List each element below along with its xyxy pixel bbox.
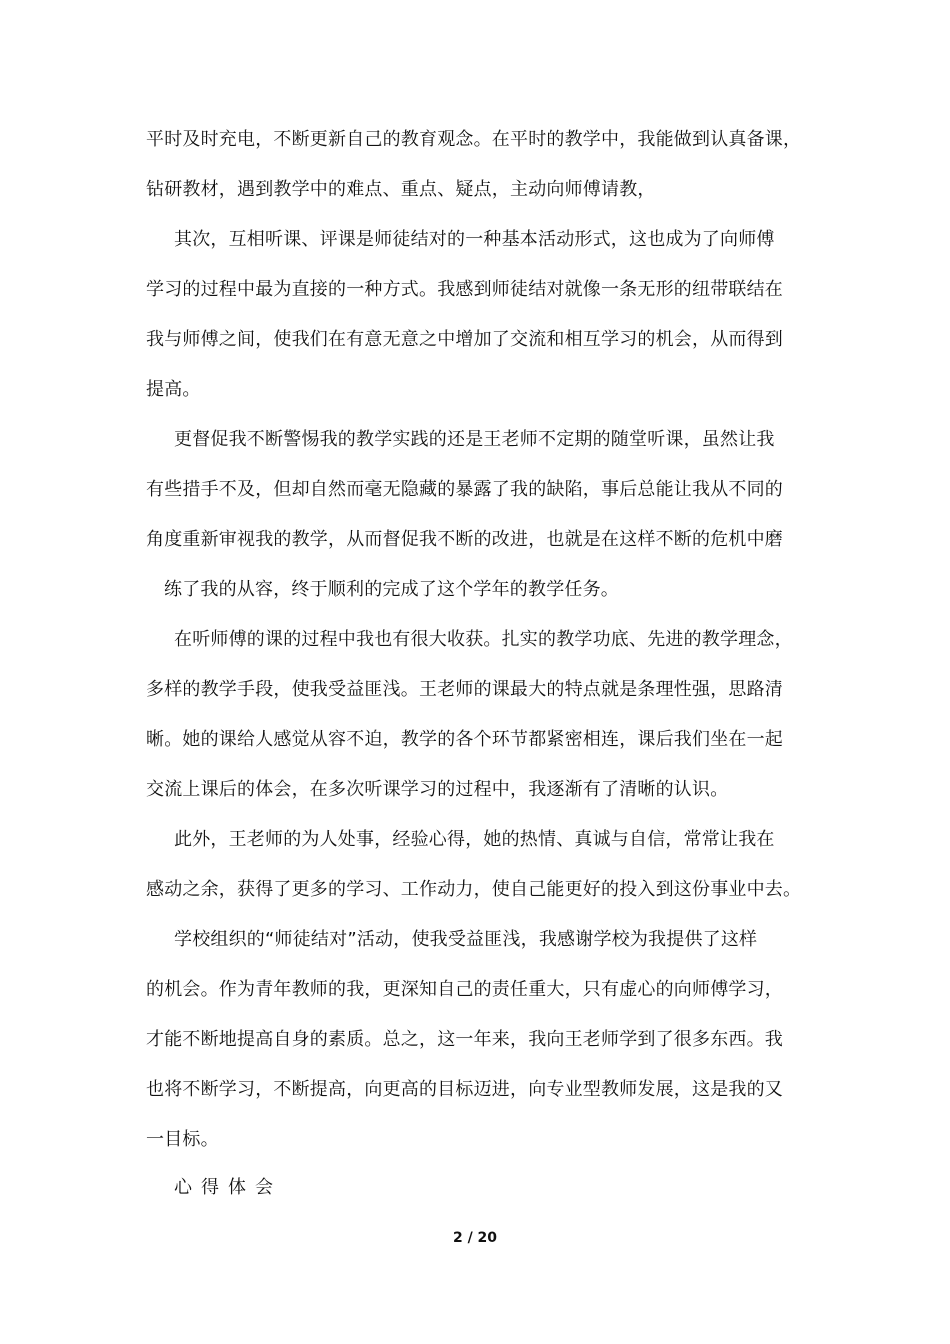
text-line: 交流上课后的体会，在多次听课学习的过程中，我逐渐有了清晰的认识。 <box>146 779 729 800</box>
text-line: 感动之余，获得了更多的学习、工作动力，使自己能更好的投入到这份事业中去。 <box>146 879 802 900</box>
text-line: 更督促我不断警惕我的教学实践的还是王老师不定期的随堂听课，虽然让我 <box>174 429 775 450</box>
text-line: 也将不断学习，不断提高，向更高的目标迈进，向专业型教师发展，这是我的又 <box>146 1079 783 1100</box>
text-line: 提高。 <box>146 379 201 400</box>
text-line: 才能不断地提高自身的素质。总之，这一年来，我向王老师学到了很多东西。我 <box>146 1029 783 1050</box>
text-line: 角度重新审视我的教学，从而督促我不断的改进，也就是在这样不断的危机中磨 <box>146 529 783 550</box>
text-line: 平时及时充电，不断更新自己的教育观念。在平时的教学中，我能做到认真备课， <box>146 129 802 150</box>
text-line: 学习的过程中最为直接的一种方式。我感到师徒结对就像一条无形的纽带联结在 <box>146 279 783 300</box>
text-line: 的机会。作为青年教师的我，更深知自己的责任重大，只有虚心的向师傅学习， <box>146 979 783 1000</box>
text-line: 我与师傅之间，使我们在有意无意之中增加了交流和相互学习的机会，从而得到 <box>146 329 783 350</box>
text-line: 多样的教学手段，使我受益匪浅。王老师的课最大的特点就是条理性强，思路清 <box>146 679 783 700</box>
text-line: 钻研教材，遇到教学中的难点、重点、疑点，主动向师傅请教， <box>146 179 656 200</box>
text-line: 其次，互相听课、评课是师徒结对的一种基本活动形式，这也成为了向师傅 <box>174 229 775 250</box>
page-number: 2 / 20 <box>452 1230 498 1246</box>
text-line: 练了我的从容，终于顺利的完成了这个学年的教学任务。 <box>164 579 619 600</box>
text-line: 学校组织的“师徒结对”活动，使我受益匪浅，我感谢学校为我提供了这样 <box>174 929 758 950</box>
text-line: 此外，王老师的为人处事，经验心得，她的热情、真诚与自信，常常让我在 <box>174 829 775 850</box>
text-line: 在听师傅的课的过程中我也有很大收获。扎实的教学功底、先进的教学理念， <box>174 629 793 650</box>
section-heading: 心得体会 <box>174 1177 282 1198</box>
text-line: 晰。她的课给人感觉从容不迫，教学的各个环节都紧密相连，课后我们坐在一起 <box>146 729 783 750</box>
text-line: 有些措手不及，但却自然而毫无隐藏的暴露了我的缺陷，事后总能让我从不同的 <box>146 479 783 500</box>
text-line: 一目标。 <box>146 1129 219 1150</box>
